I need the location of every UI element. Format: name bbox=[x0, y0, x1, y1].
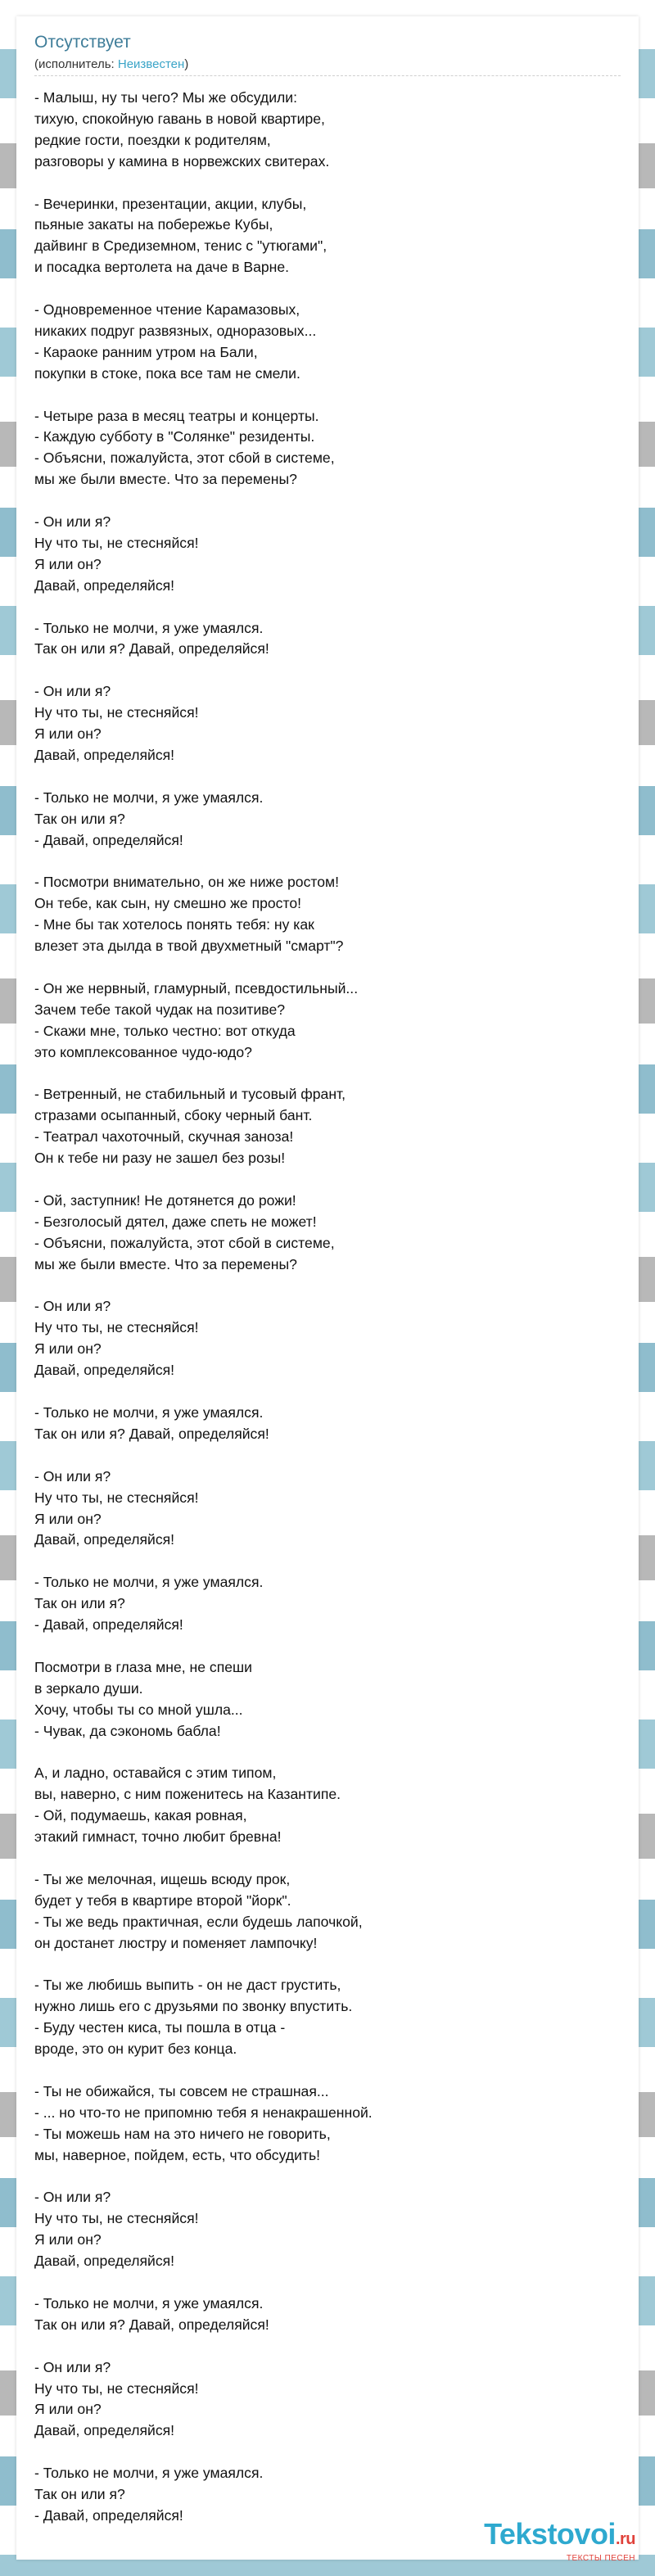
lyrics-line: мы, наверное, пойдем, есть, что обсудить! bbox=[34, 2146, 321, 2163]
lyrics-line: стразами осыпанный, сбоку черный бант. bbox=[34, 1107, 313, 1124]
lyrics-line: Так он или я? bbox=[34, 1595, 125, 1612]
lyrics-line: вроде, это он курит без конца. bbox=[34, 2040, 237, 2058]
lyrics-line: - Он или я? bbox=[34, 1298, 111, 1315]
song-title: Отсутствует bbox=[34, 33, 131, 52]
lyrics-line: - Он или я? bbox=[34, 1467, 111, 1485]
lyrics-stanza bbox=[34, 872, 621, 957]
lyrics-line: Я или он? bbox=[34, 2401, 102, 2418]
lyrics-line: - Ты же мелочная, ищешь всюду прок, bbox=[34, 1870, 291, 1887]
lyrics-line: редкие гости, поездки к родителям, bbox=[34, 131, 271, 148]
lyrics-line: Давай, определяйся! bbox=[34, 2422, 175, 2439]
lyrics-line: Давай, определяйся! bbox=[34, 1531, 175, 1548]
lyrics-stanza bbox=[34, 2357, 621, 2443]
lyrics-line: - Давай, определяйся! bbox=[34, 831, 183, 848]
lyrics-line: Так он или я? Давай, определяйся! bbox=[34, 1425, 269, 1442]
lyrics-line: - Ты же любишь выпить - он не даст грустить, bbox=[34, 1977, 341, 1994]
lyrics-line: - Мне бы так хотелось понять тебя: ну как bbox=[34, 916, 314, 933]
lyrics-line: Я или он? bbox=[34, 1510, 102, 1527]
lyrics-line: тихую, спокойную гавань в новой квартире, bbox=[34, 110, 325, 127]
lyrics-line: - Театрал чахоточный, скучная заноза! bbox=[34, 1128, 294, 1146]
lyrics-stanza bbox=[34, 406, 621, 491]
lyrics-stanza bbox=[34, 1975, 621, 2060]
lyrics-line: Хочу, чтобы ты со мной ушла... bbox=[34, 1701, 243, 1718]
lyrics-line: пьяные закаты на побережье Кубы, bbox=[34, 216, 273, 233]
lyrics-line: дайвинг в Средиземном, тенис с "утюгами", bbox=[34, 237, 328, 255]
lyrics-stanza bbox=[34, 88, 621, 173]
artist-line bbox=[34, 57, 621, 76]
lyrics-line: этакий гимнаст, точно любит бревна! bbox=[34, 1828, 282, 1846]
lyrics-text bbox=[34, 88, 621, 2527]
lyrics-line: Ну что ты, не стесняйся! bbox=[34, 2379, 199, 2397]
lyrics-line: Давай, определяйся! bbox=[34, 747, 175, 763]
lyrics-line: Зачем тебе такой чудак на позитиве? bbox=[34, 1001, 286, 1018]
lyrics-line: - Скажи мне, только честно: вот откуда bbox=[34, 1022, 296, 1039]
lyrics-stanza bbox=[34, 1572, 621, 1636]
lyrics-line: мы же были вместе. Что за перемены? bbox=[34, 471, 297, 488]
lyrics-line: покупки в стоке, пока все там не смели. bbox=[34, 364, 300, 382]
lyrics-line: - Он или я? bbox=[34, 683, 111, 700]
lyrics-stanza bbox=[34, 2294, 621, 2336]
artist-suffix: ) bbox=[184, 57, 189, 71]
lyrics-stanza bbox=[34, 1467, 621, 1552]
lyrics-stanza bbox=[34, 788, 621, 852]
lyrics-line: Посмотри в глаза мне, не спеши bbox=[34, 1658, 252, 1675]
lyrics-line: это комплексованное чудо-юдо? bbox=[34, 1043, 252, 1060]
lyrics-line: - Чувак, да сэкономь бабла! bbox=[34, 1722, 221, 1739]
lyrics-line: - Вечеринки, презентации, акции, клубы, bbox=[34, 195, 307, 212]
lyrics-line: мы же были вместе. Что за перемены? bbox=[34, 1255, 297, 1272]
lyrics-line: Он тебе, как сын, ну смешно же просто! bbox=[34, 895, 302, 912]
artist-link[interactable]: Неизвестен bbox=[117, 57, 185, 71]
lyrics-line: Давай, определяйся! bbox=[34, 2253, 175, 2270]
lyrics-line: - Ты же ведь практичная, если будешь лапочкой, bbox=[34, 1913, 363, 1930]
lyrics-stanza bbox=[34, 1403, 621, 1445]
lyrics-line: Так он или я? bbox=[34, 810, 125, 827]
lyrics-stanza bbox=[34, 978, 621, 1064]
lyrics-line: - Ты можешь нам на это ничего не говорить, bbox=[34, 2125, 331, 2142]
lyrics-stanza bbox=[34, 1869, 621, 1955]
lyrics-line: - Одновременное чтение Карамазовых, bbox=[34, 301, 300, 319]
lyrics-line: - Он или я? bbox=[34, 2358, 111, 2375]
logo-tagline: ТЕКСТЫ ПЕСЕН bbox=[566, 2554, 635, 2563]
lyrics-line: Ну что ты, не стесняйся! bbox=[34, 534, 199, 551]
lyrics-line: Он к тебе ни разу не зашел без розы! bbox=[34, 1150, 286, 1167]
lyrics-line: Я или он? bbox=[34, 1340, 102, 1358]
lyrics-stanza bbox=[34, 1084, 621, 1169]
lyrics-line: - Посмотри внимательно, он же ниже ростом! bbox=[34, 874, 339, 891]
lyrics-line: - Объясни, пожалуйста, этот сбой в системе, bbox=[34, 450, 335, 467]
lyrics-stanza bbox=[34, 681, 621, 766]
lyrics-stanza bbox=[34, 2187, 621, 2272]
lyrics-line: Так он или я? bbox=[34, 2486, 125, 2503]
lyrics-line: А, и ладно, оставайся с этим типом, bbox=[34, 1765, 277, 1782]
lyrics-line: Ну что ты, не стесняйся! bbox=[34, 1489, 199, 1506]
lyrics-stanza bbox=[34, 512, 621, 597]
logo-wordmark bbox=[484, 2517, 635, 2554]
lyrics-line: в зеркало души. bbox=[34, 1679, 143, 1697]
lyrics-line: - Караоке ранним утром на Бали, bbox=[34, 343, 258, 360]
lyrics-line: - Только не молчи, я уже умаялся. bbox=[34, 1403, 264, 1421]
lyrics-line: вы, наверно, с ним поженитесь на Казантипе. bbox=[34, 1786, 341, 1803]
lyrics-line: нужно лишь его с друзьями по звонку впустить. bbox=[34, 1998, 353, 2015]
lyrics-line: он достанет люстру и поменяет лампочку! bbox=[34, 1934, 318, 1951]
lyrics-line: Ну что ты, не стесняйся! bbox=[34, 704, 199, 721]
lyrics-line: Так он или я? Давай, определяйся! bbox=[34, 640, 269, 658]
lyrics-line: Я или он? bbox=[34, 725, 102, 743]
lyrics-line: - Четыре раза в месяц театры и концерты. bbox=[34, 407, 319, 424]
lyrics-line: разговоры у камина в норвежских свитерах. bbox=[34, 152, 330, 169]
lyrics-line: - Он или я? bbox=[34, 513, 111, 531]
lyrics-line: Давай, определяйся! bbox=[34, 1362, 175, 1379]
lyrics-stanza bbox=[34, 618, 621, 661]
lyrics-line: - Ой, заступник! Не дотянется до рожи! bbox=[34, 1191, 296, 1209]
lyrics-line: - Малыш, ну ты чего? Мы же обсудили: bbox=[34, 89, 297, 106]
lyrics-stanza bbox=[34, 194, 621, 279]
lyrics-line: - Давай, определяйся! bbox=[34, 1616, 183, 1634]
lyrics-line: - Ветренный, не стабильный и тусовый франт, bbox=[34, 1086, 346, 1103]
lyrics-line: - Ты не обижайся, ты совсем не страшная... bbox=[34, 2082, 329, 2099]
logo-main-text: Tekstovoi bbox=[484, 2517, 616, 2551]
lyrics-line: никаких подруг развязных, одноразовых... bbox=[34, 322, 317, 339]
lyrics-line: - Только не молчи, я уже умаялся. bbox=[34, 1574, 264, 1591]
lyrics-line: - Он же нервный, гламурный, псевдостильный... bbox=[34, 979, 359, 997]
lyrics-line: Я или он? bbox=[34, 555, 102, 572]
lyrics-line: - Только не молчи, я уже умаялся. bbox=[34, 2465, 264, 2482]
lyrics-line: - Только не молчи, я уже умаялся. bbox=[34, 2294, 264, 2312]
lyrics-line: Ну что ты, не стесняйся! bbox=[34, 2210, 199, 2227]
lyrics-stanza bbox=[34, 1296, 621, 1381]
lyrics-stanza bbox=[34, 1657, 621, 1742]
lyrics-line: - ... но что-то не припомню тебя я ненакрашенной. bbox=[34, 2104, 373, 2121]
logo-suffix: .ru bbox=[615, 2530, 635, 2548]
lyrics-line: - Только не молчи, я уже умаялся. bbox=[34, 789, 264, 806]
lyrics-line: будет у тебя в квартире второй "йорк". bbox=[34, 1891, 291, 1909]
lyrics-line: - Только не молчи, я уже умаялся. bbox=[34, 619, 264, 636]
lyrics-line: влезет эта дылда в твой двухметный "смарт"? bbox=[34, 938, 344, 955]
lyrics-stanza bbox=[34, 1191, 621, 1276]
lyrics-line: - Безголосый дятел, даже спеть не может! bbox=[34, 1213, 317, 1230]
lyrics-card bbox=[16, 16, 639, 2560]
lyrics-line: - Ой, подумаешь, какая ровная, bbox=[34, 1807, 247, 1824]
lyrics-line: - Он или я? bbox=[34, 2189, 111, 2206]
lyrics-line: Так он или я? Давай, определяйся! bbox=[34, 2316, 269, 2333]
lyrics-line: - Объясни, пожалуйста, этот сбой в системе, bbox=[34, 1234, 335, 1251]
lyrics-stanza bbox=[34, 300, 621, 385]
lyrics-line: Ну что ты, не стесняйся! bbox=[34, 1319, 199, 1336]
lyrics-line: - Каждую субботу в "Солянке" резиденты. bbox=[34, 428, 315, 445]
lyrics-stanza bbox=[34, 1763, 621, 1848]
lyrics-line: Я или он? bbox=[34, 2231, 102, 2248]
lyrics-stanza bbox=[34, 2081, 621, 2167]
lyrics-line: Давай, определяйся! bbox=[34, 576, 175, 594]
artist-prefix: (исполнитель: bbox=[34, 57, 118, 71]
lyrics-line: - Давай, определяйся! bbox=[34, 2506, 183, 2524]
lyrics-line: - Буду честен киса, ты пошла в отца - bbox=[34, 2019, 286, 2036]
lyrics-line: и посадка вертолета на даче в Варне. bbox=[34, 259, 290, 276]
site-logo[interactable] bbox=[484, 2517, 635, 2563]
